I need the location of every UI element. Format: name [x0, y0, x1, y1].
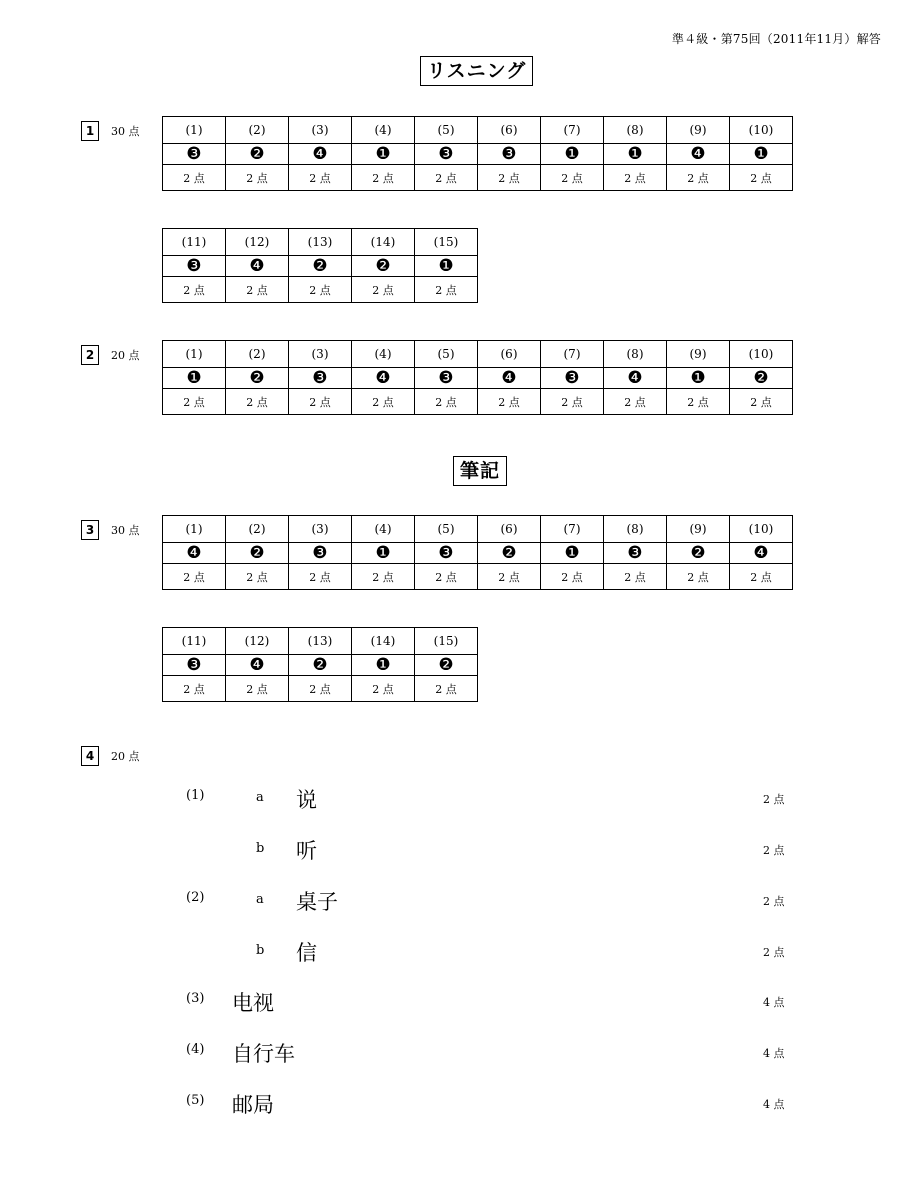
- answer-table-row: [163, 543, 793, 564]
- answer-cell: ❶: [541, 144, 604, 165]
- points-cell: 2 点: [730, 165, 793, 191]
- question-number-cell: (7): [541, 516, 604, 543]
- question-number-box: 4: [81, 746, 99, 766]
- q4-item-number: (2): [186, 890, 205, 905]
- answer-table-row: [163, 389, 793, 415]
- question-number-cell: (9): [667, 516, 730, 543]
- question-points: 20 点: [111, 750, 140, 763]
- points-cell: 2 点: [730, 389, 793, 415]
- question-number-cell: (4): [352, 117, 415, 144]
- answer-table-row: [163, 144, 793, 165]
- question-number-cell: (8): [604, 341, 667, 368]
- question-number-cell: (1): [163, 516, 226, 543]
- points-cell: 2 点: [604, 165, 667, 191]
- answer-cell: ❹: [604, 368, 667, 389]
- points-cell: 2 点: [604, 389, 667, 415]
- points-cell: 2 点: [163, 676, 226, 702]
- question-number-cell: (14): [352, 229, 415, 256]
- question-number-cell: (4): [352, 516, 415, 543]
- q4-item-answer: 电视: [232, 991, 274, 1015]
- question-number-cell: (3): [289, 117, 352, 144]
- q4-item-number: (5): [186, 1093, 205, 1108]
- answer-table-q3-row2: [162, 627, 478, 702]
- answer-table-row: [163, 117, 793, 144]
- question-number-cell: (12): [226, 628, 289, 655]
- answer-cell: ❸: [289, 368, 352, 389]
- q4-item-sub: b: [256, 943, 265, 958]
- answer-cell: ❷: [226, 543, 289, 564]
- answer-cell: ❹: [667, 144, 730, 165]
- q4-item-answer: 听: [296, 839, 317, 863]
- question-number-cell: (15): [415, 229, 478, 256]
- answer-cell: ❷: [352, 256, 415, 277]
- q4-item-points: 2 点: [763, 895, 785, 908]
- points-cell: 2 点: [667, 389, 730, 415]
- question-number-cell: (10): [730, 117, 793, 144]
- question-points: 30 点: [111, 125, 140, 138]
- points-cell: 2 点: [289, 165, 352, 191]
- answer-table-row: [163, 256, 478, 277]
- answer-cell: ❹: [730, 543, 793, 564]
- q4-item-answer: 桌子: [296, 890, 338, 914]
- question-number-cell: (15): [415, 628, 478, 655]
- answer-cell: ❶: [352, 543, 415, 564]
- question-number-cell: (8): [604, 516, 667, 543]
- answer-cell: ❸: [541, 368, 604, 389]
- answer-table-row: [163, 655, 478, 676]
- q4-item-points: 4 点: [763, 1098, 785, 1111]
- q4-item-answer: 说: [296, 788, 317, 812]
- question-number-cell: (5): [415, 341, 478, 368]
- answer-cell: ❶: [604, 144, 667, 165]
- q4-item-sub: a: [256, 892, 264, 907]
- question-number-cell: (10): [730, 341, 793, 368]
- q4-item-points: 2 点: [763, 793, 785, 806]
- answer-cell: ❹: [352, 368, 415, 389]
- question-number-cell: (5): [415, 516, 478, 543]
- points-cell: 2 点: [352, 389, 415, 415]
- points-cell: 2 点: [226, 165, 289, 191]
- answer-cell: ❷: [730, 368, 793, 389]
- points-cell: 2 点: [163, 277, 226, 303]
- points-cell: 2 点: [415, 676, 478, 702]
- page-header-title: 準４級・第75回（2011年11月）解答: [671, 32, 881, 46]
- q4-item-points: 2 点: [763, 844, 785, 857]
- question-number-cell: (6): [478, 516, 541, 543]
- question-points: 30 点: [111, 524, 140, 537]
- q4-item-sub: a: [256, 790, 264, 805]
- points-cell: 2 点: [478, 389, 541, 415]
- answer-table-row: [163, 628, 478, 655]
- answer-table-q2-row1: [162, 340, 793, 415]
- answer-cell: ❸: [163, 144, 226, 165]
- answer-cell: ❶: [352, 144, 415, 165]
- points-cell: 2 点: [226, 389, 289, 415]
- section-title-writing: 筆記: [453, 456, 507, 486]
- question-number-cell: (7): [541, 341, 604, 368]
- question-number-cell: (13): [289, 229, 352, 256]
- q4-item-answer: 自行车: [232, 1042, 295, 1066]
- points-cell: 2 点: [415, 389, 478, 415]
- points-cell: 2 点: [478, 165, 541, 191]
- points-cell: 2 点: [667, 165, 730, 191]
- question-number-box: 3: [81, 520, 99, 540]
- question-number-cell: (7): [541, 117, 604, 144]
- points-cell: 2 点: [226, 277, 289, 303]
- question-number-cell: (4): [352, 341, 415, 368]
- points-cell: 2 点: [352, 277, 415, 303]
- question-number-cell: (9): [667, 117, 730, 144]
- points-cell: 2 点: [730, 564, 793, 590]
- points-cell: 2 点: [541, 165, 604, 191]
- points-cell: 2 点: [352, 676, 415, 702]
- answer-cell: ❷: [289, 256, 352, 277]
- answer-cell: ❷: [415, 655, 478, 676]
- points-cell: 2 点: [478, 564, 541, 590]
- question-number-cell: (3): [289, 341, 352, 368]
- answer-table-q1-row1: [162, 116, 793, 191]
- answer-cell: ❷: [478, 543, 541, 564]
- points-cell: 2 点: [415, 277, 478, 303]
- answer-cell: ❹: [226, 655, 289, 676]
- answer-cell: ❸: [415, 543, 478, 564]
- points-cell: 2 点: [289, 676, 352, 702]
- question-number-box: 1: [81, 121, 99, 141]
- q4-item-answer: 信: [296, 941, 317, 965]
- question-number-cell: (2): [226, 341, 289, 368]
- question-number-cell: (5): [415, 117, 478, 144]
- answer-table-q1-row2: [162, 228, 478, 303]
- answer-table-row: [163, 368, 793, 389]
- points-cell: 2 点: [163, 165, 226, 191]
- question-number-cell: (6): [478, 341, 541, 368]
- question-number-cell: (9): [667, 341, 730, 368]
- points-cell: 2 点: [289, 277, 352, 303]
- answer-cell: ❶: [352, 655, 415, 676]
- q4-item-points: 2 点: [763, 946, 785, 959]
- points-cell: 2 点: [226, 676, 289, 702]
- question-points: 20 点: [111, 349, 140, 362]
- question-number-cell: (2): [226, 516, 289, 543]
- q4-item-number: (4): [186, 1042, 205, 1057]
- q4-item-answer: 邮局: [232, 1093, 274, 1117]
- points-cell: 2 点: [352, 564, 415, 590]
- answer-cell: ❹: [226, 256, 289, 277]
- answer-cell: ❸: [163, 655, 226, 676]
- answer-cell: ❶: [541, 543, 604, 564]
- points-cell: 2 点: [352, 165, 415, 191]
- question-number-cell: (1): [163, 341, 226, 368]
- q4-item-points: 4 点: [763, 996, 785, 1009]
- answer-table-row: [163, 165, 793, 191]
- answer-cell: ❹: [289, 144, 352, 165]
- points-cell: 2 点: [415, 165, 478, 191]
- question-number-cell: (14): [352, 628, 415, 655]
- answer-table-row: [163, 564, 793, 590]
- question-number-cell: (6): [478, 117, 541, 144]
- points-cell: 2 点: [289, 564, 352, 590]
- answer-table-row: [163, 277, 478, 303]
- answer-cell: ❸: [415, 144, 478, 165]
- answer-cell: ❶: [163, 368, 226, 389]
- answer-table-row: [163, 341, 793, 368]
- question-number-cell: (2): [226, 117, 289, 144]
- answer-cell: ❸: [604, 543, 667, 564]
- points-cell: 2 点: [163, 564, 226, 590]
- answer-cell: ❶: [730, 144, 793, 165]
- question-number-cell: (10): [730, 516, 793, 543]
- answer-cell: ❸: [478, 144, 541, 165]
- points-cell: 2 点: [289, 389, 352, 415]
- answer-cell: ❷: [667, 543, 730, 564]
- answer-cell: ❷: [226, 368, 289, 389]
- answer-cell: ❷: [289, 655, 352, 676]
- points-cell: 2 点: [415, 564, 478, 590]
- question-number-cell: (11): [163, 229, 226, 256]
- answer-cell: ❷: [226, 144, 289, 165]
- answer-cell: ❸: [415, 368, 478, 389]
- answer-cell: ❶: [667, 368, 730, 389]
- answer-table-row: [163, 229, 478, 256]
- points-cell: 2 点: [541, 389, 604, 415]
- answer-cell: ❸: [163, 256, 226, 277]
- q4-item-number: (3): [186, 991, 205, 1006]
- question-number-cell: (13): [289, 628, 352, 655]
- question-number-box: 2: [81, 345, 99, 365]
- answer-table-q3-row1: [162, 515, 793, 590]
- question-number-cell: (3): [289, 516, 352, 543]
- answer-cell: ❹: [478, 368, 541, 389]
- answer-table-row: [163, 676, 478, 702]
- points-cell: 2 点: [226, 564, 289, 590]
- question-number-cell: (12): [226, 229, 289, 256]
- q4-item-points: 4 点: [763, 1047, 785, 1060]
- question-number-cell: (8): [604, 117, 667, 144]
- answer-cell: ❸: [289, 543, 352, 564]
- question-number-cell: (1): [163, 117, 226, 144]
- question-number-cell: (11): [163, 628, 226, 655]
- section-title-listening: リスニング: [420, 56, 533, 86]
- points-cell: 2 点: [163, 389, 226, 415]
- points-cell: 2 点: [667, 564, 730, 590]
- points-cell: 2 点: [604, 564, 667, 590]
- q4-item-sub: b: [256, 841, 265, 856]
- answer-cell: ❹: [163, 543, 226, 564]
- points-cell: 2 点: [541, 564, 604, 590]
- answer-cell: ❶: [415, 256, 478, 277]
- answer-table-row: [163, 516, 793, 543]
- q4-item-number: (1): [186, 788, 205, 803]
